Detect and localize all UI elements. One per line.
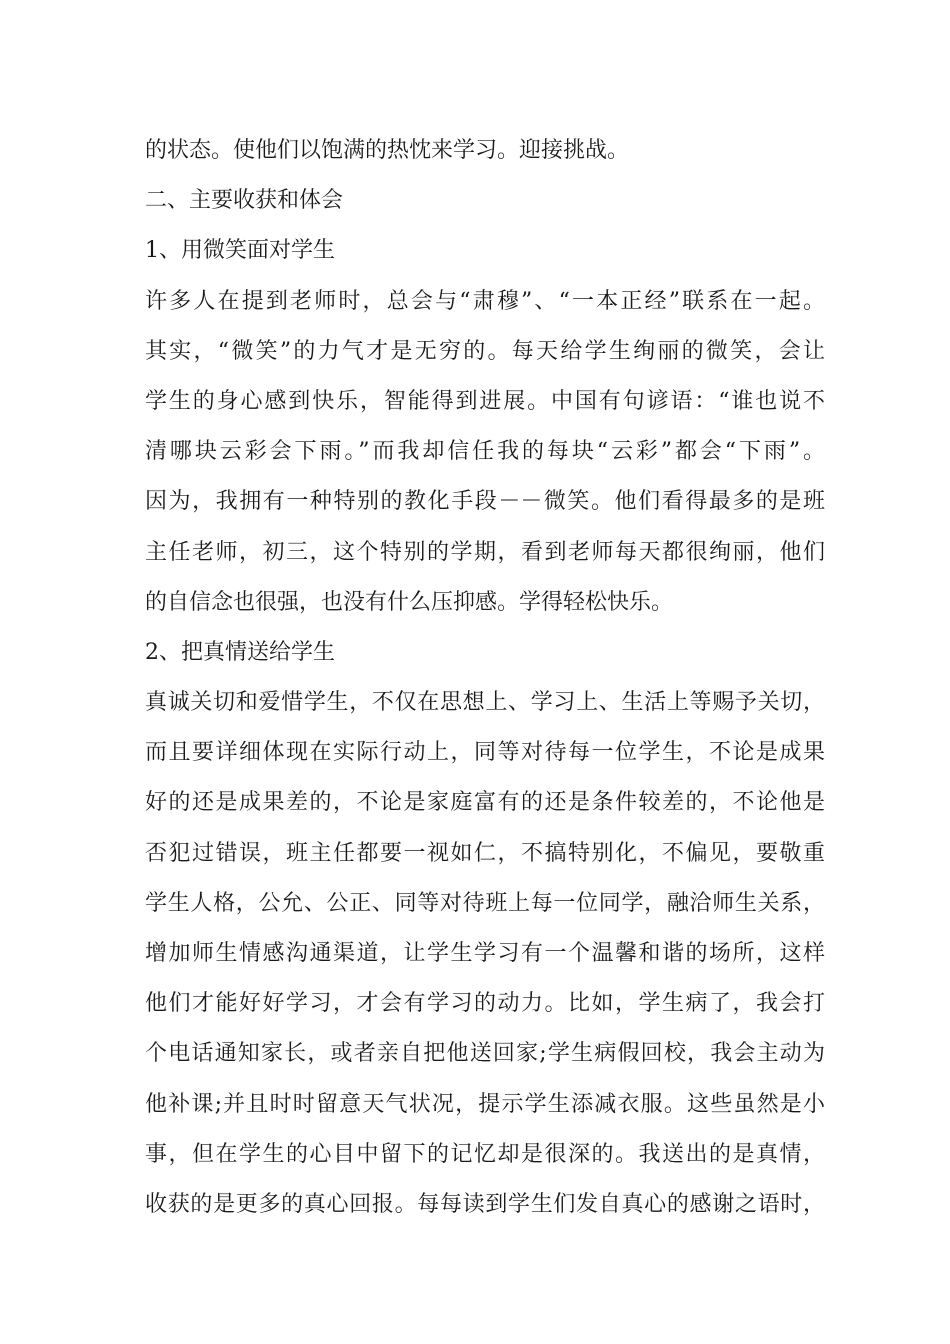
paragraph-line: 的自信念也很强，也没有什么压抑感。学得轻松快乐。 bbox=[145, 589, 674, 615]
subsection-heading: 1、用微笑面对学生 bbox=[145, 238, 335, 264]
document-body bbox=[145, 126, 825, 1230]
paragraph-line: 个电话通知家长，或者亲自把他送回家;学生病假回校，我会主动为 bbox=[145, 1041, 825, 1067]
subsection-heading: 2、把真情送给学生 bbox=[145, 639, 335, 665]
paragraph-line: 因为，我拥有一种特别的教化手段－－微笑。他们看得最多的是班 bbox=[145, 489, 825, 515]
paragraph-line: 学生人格，公允、公正、同等对待班上每一位同学，融洽师生关系， bbox=[145, 890, 825, 916]
paragraph-line: 收获的是更多的真心回报。每每读到学生们发自真心的感谢之语时， bbox=[145, 1191, 825, 1217]
paragraph-line: 否犯过错误，班主任都要一视如仁，不搞特别化，不偏见，要敬重 bbox=[145, 840, 825, 866]
paragraph-line: 好的还是成果差的，不论是家庭富有的还是条件较差的，不论他是 bbox=[145, 790, 825, 816]
paragraph-line: 清哪块云彩会下雨。”而我却信任我的每块“云彩”都会“下雨”。 bbox=[145, 439, 825, 465]
section-heading: 二、主要收获和体会 bbox=[145, 188, 344, 214]
paragraph-line: 学生的身心感到快乐，智能得到进展。中国有句谚语：“谁也说不 bbox=[145, 388, 825, 414]
paragraph-line: 主任老师，初三，这个特别的学期，看到老师每天都很绚丽，他们 bbox=[145, 539, 825, 565]
paragraph-line: 他们才能好好学习，才会有学习的动力。比如，学生病了，我会打 bbox=[145, 991, 825, 1017]
paragraph-line: 许多人在提到老师时，总会与“肃穆”、“一本正经”联系在一起。 bbox=[145, 288, 825, 314]
paragraph-line: 真诚关切和爱惜学生，不仅在思想上、学习上、生活上等赐予关切， bbox=[145, 690, 825, 716]
paragraph-line: 其实，“微笑”的力气才是无穷的。每天给学生绚丽的微笑，会让 bbox=[145, 338, 825, 364]
paragraph-line: 的状态。使他们以饱满的热忱来学习。迎接挑战。 bbox=[145, 138, 630, 163]
paragraph-line: 增加师生情感沟通渠道，让学生学习有一个温馨和谐的场所，这样 bbox=[145, 941, 825, 966]
paragraph-line: 他补课;并且时时留意天气状况，提示学生添减衣服。这些虽然是小 bbox=[145, 1091, 825, 1117]
paragraph-line: 事，但在学生的心目中留下的记忆却是很深的。我送出的是真情， bbox=[145, 1141, 825, 1167]
paragraph-line: 而且要详细体现在实际行动上，同等对待每一位学生，不论是成果 bbox=[145, 740, 825, 766]
